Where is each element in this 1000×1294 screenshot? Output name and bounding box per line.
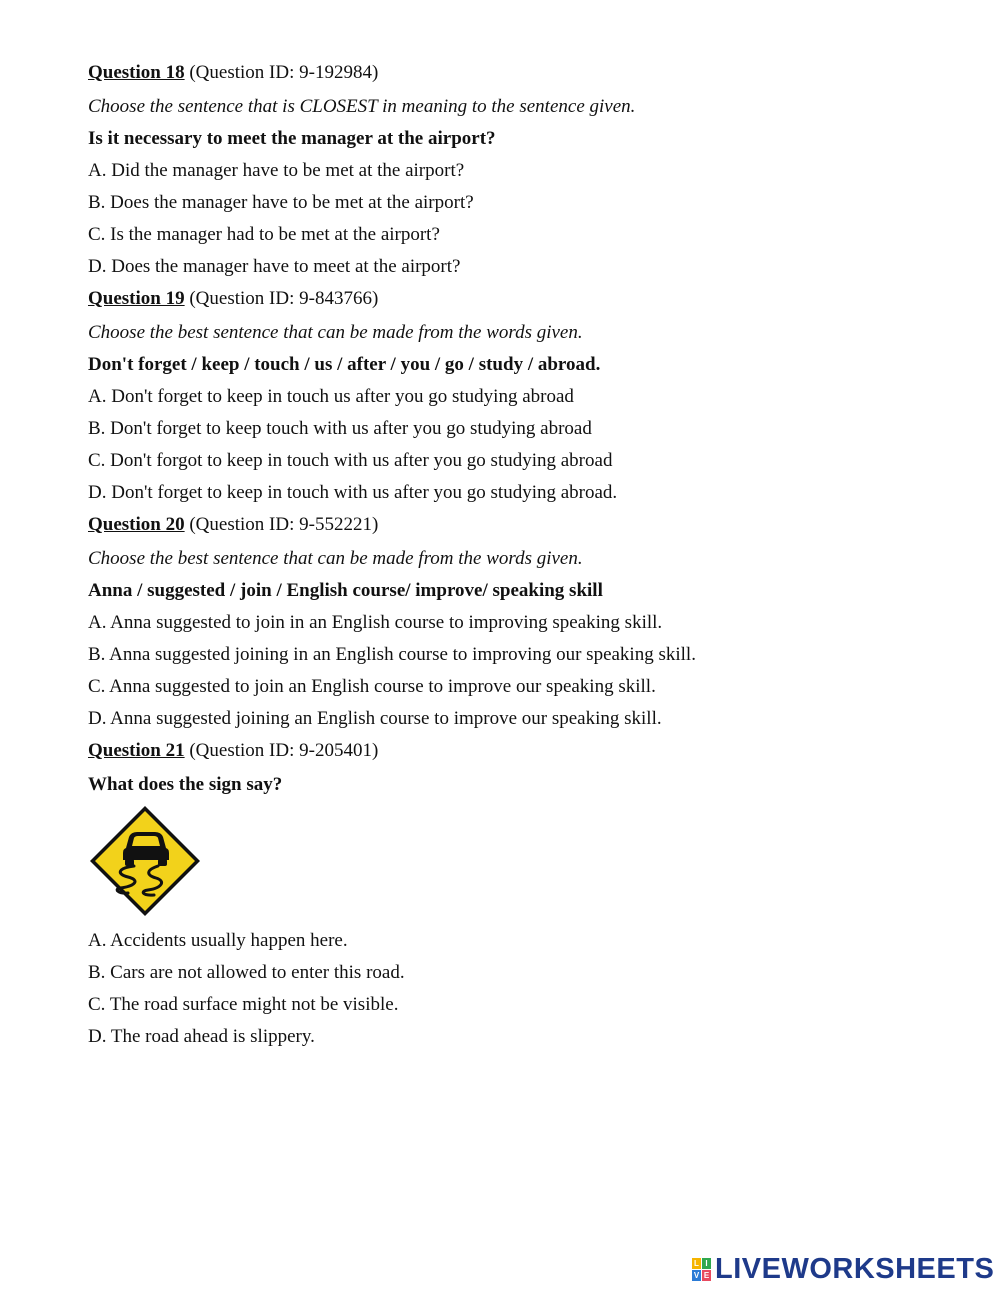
- answer-option[interactable]: B. Cars are not allowed to enter this road.: [88, 962, 405, 983]
- answer-option[interactable]: A. Accidents usually happen here.: [88, 930, 348, 951]
- answer-option[interactable]: C. Is the manager had to be met at the airport?: [88, 224, 440, 245]
- logo-mark-letter: I: [702, 1258, 711, 1269]
- logo-mark-letter: V: [693, 1270, 700, 1280]
- question-number: Question 18: [88, 62, 185, 83]
- liveworksheets-logo: [692, 1254, 994, 1284]
- question-block: [88, 740, 948, 1058]
- question-header: [88, 740, 948, 774]
- answer-option[interactable]: C. Anna suggested to join an English course to improve our speaking skill.: [88, 676, 656, 697]
- question-prompt: What does the sign say?: [88, 774, 283, 795]
- question-block: [88, 62, 948, 288]
- question-number: Question 20: [88, 514, 185, 535]
- question-id: (Question ID: 9-552221): [189, 514, 379, 535]
- worksheet-page: [88, 62, 948, 1058]
- question-prompt: Is it necessary to meet the manager at the airport?: [88, 128, 496, 149]
- question-header: [88, 62, 948, 96]
- question-id: (Question ID: 9-843766): [189, 288, 379, 309]
- answer-option[interactable]: D. Anna suggested joining an English course to improve our speaking skill.: [88, 708, 662, 729]
- question-prompt: Don't forget / keep / touch / us / after / you / go / study / abroad.: [88, 354, 601, 375]
- logo-text: LIVEWORKSHEETS: [715, 1252, 995, 1285]
- logo-mark-letter: L: [692, 1258, 701, 1269]
- question-instruction: Choose the best sentence that can be made from the words given.: [88, 322, 583, 343]
- question-instruction: Choose the best sentence that can be made from the words given.: [88, 548, 583, 569]
- question-number: Question 21: [88, 740, 185, 761]
- answer-option[interactable]: D. The road ahead is slippery.: [88, 1026, 315, 1047]
- logo-mark-icon: [692, 1258, 711, 1281]
- answer-option[interactable]: A. Did the manager have to be met at the airport?: [88, 160, 465, 181]
- answer-option[interactable]: D. Does the manager have to meet at the airport?: [88, 256, 461, 277]
- answer-option[interactable]: C. Don't forgot to keep in touch with us after you go studying abroad: [88, 450, 613, 471]
- question-instruction: Choose the sentence that is CLOSEST in meaning to the sentence given.: [88, 96, 636, 117]
- answer-option[interactable]: A. Anna suggested to join in an English course to improving speaking skill.: [88, 612, 663, 633]
- answer-option[interactable]: B. Don't forget to keep touch with us after you go studying abroad: [88, 418, 592, 439]
- question-block: [88, 514, 948, 740]
- question-id: (Question ID: 9-205401): [189, 740, 379, 761]
- question-prompt: Anna / suggested / join / English course/ improve/ speaking skill: [88, 580, 603, 601]
- question-block: [88, 288, 948, 514]
- logo-mark-letter: E: [703, 1270, 710, 1280]
- answer-option[interactable]: B. Does the manager have to be met at the airport?: [88, 192, 474, 213]
- question-number: Question 19: [88, 288, 185, 309]
- slippery-road-sign-icon: [88, 804, 948, 930]
- answer-option[interactable]: D. Don't forget to keep in touch with us after you go studying abroad.: [88, 482, 618, 503]
- answer-option[interactable]: B. Anna suggested joining in an English course to improving our speaking skill.: [88, 644, 696, 665]
- question-header: [88, 514, 948, 548]
- question-id: (Question ID: 9-192984): [189, 62, 379, 83]
- answer-option[interactable]: C. The road surface might not be visible.: [88, 994, 399, 1015]
- question-header: [88, 288, 948, 322]
- answer-option[interactable]: A. Don't forget to keep in touch us after you go studying abroad: [88, 386, 574, 407]
